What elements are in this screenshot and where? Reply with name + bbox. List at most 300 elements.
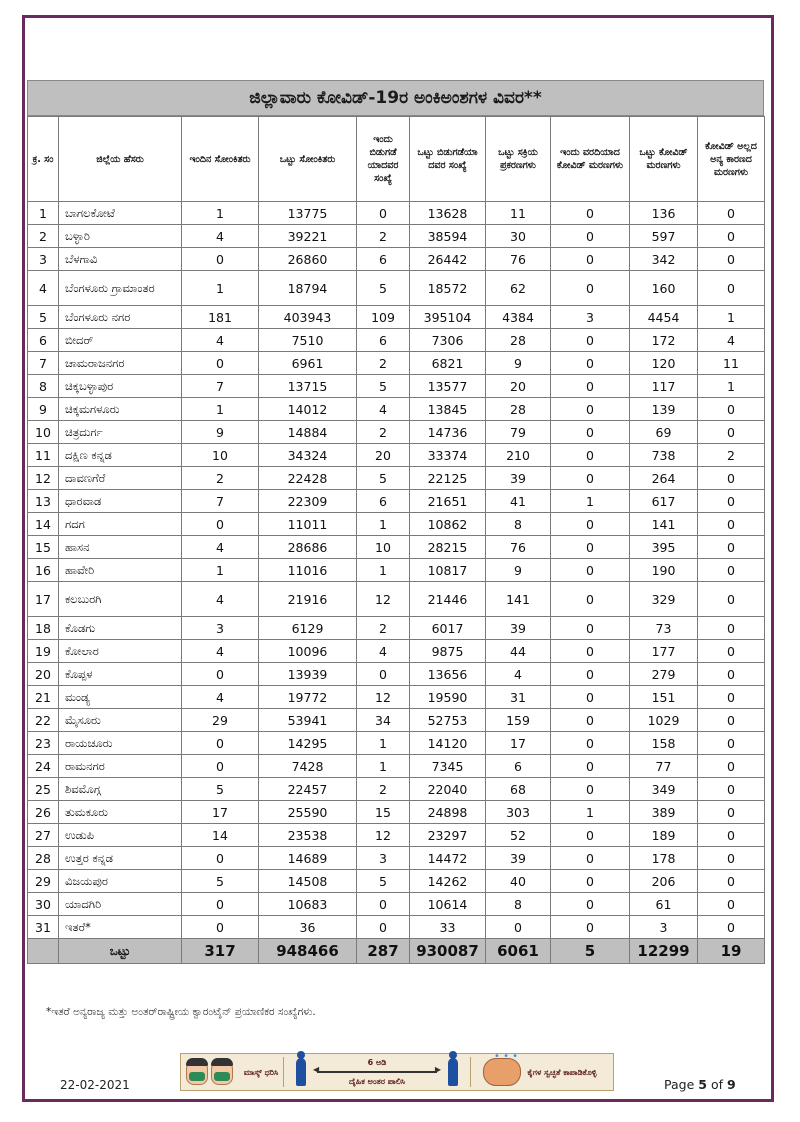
value-cell: 14120 bbox=[410, 732, 486, 755]
serial-cell: 22 bbox=[28, 709, 59, 732]
district-name-cell: ಉತ್ತರ ಕನ್ನಡ bbox=[59, 847, 182, 870]
value-cell: 2 bbox=[357, 421, 410, 444]
district-name-cell: ರಾಮನಗರ bbox=[59, 755, 182, 778]
page-number bbox=[664, 1077, 736, 1092]
serial-cell: 24 bbox=[28, 755, 59, 778]
value-cell: 1 bbox=[182, 559, 259, 582]
value-cell: 0 bbox=[551, 847, 630, 870]
value-cell: 13577 bbox=[410, 375, 486, 398]
value-cell: 79 bbox=[486, 421, 551, 444]
value-cell: 0 bbox=[551, 536, 630, 559]
value-cell: 8 bbox=[486, 893, 551, 916]
serial-cell: 25 bbox=[28, 778, 59, 801]
value-cell: 158 bbox=[630, 732, 698, 755]
value-cell: 141 bbox=[630, 513, 698, 536]
district-name-cell: ಗದಗ bbox=[59, 513, 182, 536]
value-cell: 4 bbox=[357, 398, 410, 421]
value-cell: 61 bbox=[630, 893, 698, 916]
value-cell: 597 bbox=[630, 225, 698, 248]
page-prefix: Page bbox=[664, 1077, 695, 1092]
total-value-cell: 317 bbox=[182, 939, 259, 964]
value-cell: 0 bbox=[698, 536, 765, 559]
serial-cell: 12 bbox=[28, 467, 59, 490]
value-cell: 40 bbox=[486, 870, 551, 893]
serial-cell: 7 bbox=[28, 352, 59, 375]
value-cell: 5 bbox=[357, 375, 410, 398]
district-name-cell: ಮೈಸೂರು bbox=[59, 709, 182, 732]
table-row bbox=[28, 490, 765, 513]
value-cell: 13775 bbox=[259, 202, 357, 225]
value-cell: 0 bbox=[551, 467, 630, 490]
table-row bbox=[28, 271, 765, 306]
value-cell: 0 bbox=[698, 225, 765, 248]
value-cell: 52753 bbox=[410, 709, 486, 732]
table-row bbox=[28, 202, 765, 225]
district-name-cell: ಬೆಂಗಳೂರು ಗ್ರಾಮಾಂತರ bbox=[59, 271, 182, 306]
table-row bbox=[28, 893, 765, 916]
district-name-cell: ಇತರೆ* bbox=[59, 916, 182, 939]
district-name-cell: ಚಿಕ್ಕಬಳ್ಳಾಪುರ bbox=[59, 375, 182, 398]
value-cell: 4384 bbox=[486, 306, 551, 329]
safety-banner bbox=[180, 1053, 614, 1091]
value-cell: 7 bbox=[182, 375, 259, 398]
serial-cell: 3 bbox=[28, 248, 59, 271]
hygiene-text: ಕೈಗಳ ಸ್ವಚ್ಛತೆ ಕಾಪಾಡಿಕೊಳ್ಳಿ bbox=[527, 1067, 597, 1077]
value-cell: 279 bbox=[630, 663, 698, 686]
value-cell: 0 bbox=[698, 513, 765, 536]
value-cell: 14884 bbox=[259, 421, 357, 444]
district-name-cell: ವಿಜಯಪುರ bbox=[59, 870, 182, 893]
value-cell: 6961 bbox=[259, 352, 357, 375]
table-row bbox=[28, 916, 765, 939]
total-row bbox=[28, 939, 765, 964]
value-cell: 4 bbox=[182, 329, 259, 352]
page-current: 5 bbox=[698, 1077, 707, 1092]
value-cell: 21916 bbox=[259, 582, 357, 617]
value-cell: 0 bbox=[698, 271, 765, 306]
table-row bbox=[28, 444, 765, 467]
value-cell: 26860 bbox=[259, 248, 357, 271]
table-row bbox=[28, 421, 765, 444]
table-row bbox=[28, 663, 765, 686]
value-cell: 329 bbox=[630, 582, 698, 617]
mask-segment bbox=[181, 1054, 283, 1090]
district-name-cell: ದಕ್ಷಿಣ ಕನ್ನಡ bbox=[59, 444, 182, 467]
value-cell: 0 bbox=[551, 640, 630, 663]
value-cell: 0 bbox=[551, 732, 630, 755]
value-cell: 738 bbox=[630, 444, 698, 467]
value-cell: 31 bbox=[486, 686, 551, 709]
value-cell: 1 bbox=[698, 375, 765, 398]
serial-cell: 11 bbox=[28, 444, 59, 467]
table-row bbox=[28, 824, 765, 847]
value-cell: 38594 bbox=[410, 225, 486, 248]
serial-cell: 31 bbox=[28, 916, 59, 939]
table-row bbox=[28, 870, 765, 893]
serial-cell: 14 bbox=[28, 513, 59, 536]
district-name-cell: ಹಾಸನ bbox=[59, 536, 182, 559]
value-cell: 5 bbox=[182, 778, 259, 801]
value-cell: 0 bbox=[698, 801, 765, 824]
table-row bbox=[28, 686, 765, 709]
value-cell: 0 bbox=[182, 248, 259, 271]
value-cell: 0 bbox=[698, 893, 765, 916]
value-cell: 0 bbox=[698, 490, 765, 513]
serial-cell: 6 bbox=[28, 329, 59, 352]
value-cell: 7510 bbox=[259, 329, 357, 352]
value-cell: 28 bbox=[486, 329, 551, 352]
value-cell: 4454 bbox=[630, 306, 698, 329]
value-cell: 9 bbox=[486, 559, 551, 582]
value-cell: 52 bbox=[486, 824, 551, 847]
value-cell: 117 bbox=[630, 375, 698, 398]
value-cell: 69 bbox=[630, 421, 698, 444]
value-cell: 10 bbox=[357, 536, 410, 559]
value-cell: 0 bbox=[551, 248, 630, 271]
value-cell: 28215 bbox=[410, 536, 486, 559]
district-name-cell: ಬಾಗಲಕೋಟೆ bbox=[59, 202, 182, 225]
value-cell: 6 bbox=[357, 248, 410, 271]
value-cell: 73 bbox=[630, 617, 698, 640]
value-cell: 14262 bbox=[410, 870, 486, 893]
value-cell: 15 bbox=[357, 801, 410, 824]
value-cell: 25590 bbox=[259, 801, 357, 824]
table-row bbox=[28, 352, 765, 375]
serial-cell: 27 bbox=[28, 824, 59, 847]
column-header: ಜಿಲ್ಲೆಯ ಹೆಸರು bbox=[59, 117, 182, 202]
column-header: ಕ್ರ. ಸಂ bbox=[28, 117, 59, 202]
district-name-cell: ಚಾಮರಾಜನಗರ bbox=[59, 352, 182, 375]
value-cell: 0 bbox=[551, 375, 630, 398]
value-cell: 7 bbox=[182, 490, 259, 513]
table-row bbox=[28, 778, 765, 801]
value-cell: 6129 bbox=[259, 617, 357, 640]
serial-cell: 8 bbox=[28, 375, 59, 398]
serial-cell: 4 bbox=[28, 271, 59, 306]
value-cell: 0 bbox=[698, 663, 765, 686]
value-cell: 3 bbox=[182, 617, 259, 640]
district-name-cell: ದಾವಣಗೆರೆ bbox=[59, 467, 182, 490]
value-cell: 68 bbox=[486, 778, 551, 801]
district-covid-table bbox=[27, 116, 765, 964]
value-cell: 29 bbox=[182, 709, 259, 732]
serial-cell: 23 bbox=[28, 732, 59, 755]
value-cell: 19590 bbox=[410, 686, 486, 709]
column-header: ಒಟ್ಟು ಬಿಡುಗಡೆಯಾ ದವರ ಸಂಖ್ಯೆ bbox=[410, 117, 486, 202]
value-cell: 22125 bbox=[410, 467, 486, 490]
total-value-cell: 287 bbox=[357, 939, 410, 964]
value-cell: 1029 bbox=[630, 709, 698, 732]
district-name-cell: ಕೊಪ್ಪಳ bbox=[59, 663, 182, 686]
serial-cell: 19 bbox=[28, 640, 59, 663]
value-cell: 395 bbox=[630, 536, 698, 559]
value-cell: 5 bbox=[357, 870, 410, 893]
value-cell: 39 bbox=[486, 617, 551, 640]
value-cell: 13715 bbox=[259, 375, 357, 398]
value-cell: 0 bbox=[698, 582, 765, 617]
value-cell: 4 bbox=[182, 225, 259, 248]
value-cell: 22309 bbox=[259, 490, 357, 513]
value-cell: 303 bbox=[486, 801, 551, 824]
value-cell: 17 bbox=[486, 732, 551, 755]
value-cell: 6 bbox=[357, 329, 410, 352]
district-name-cell: ಮಂಡ್ಯ bbox=[59, 686, 182, 709]
value-cell: 0 bbox=[698, 248, 765, 271]
value-cell: 0 bbox=[551, 444, 630, 467]
value-cell: 0 bbox=[698, 559, 765, 582]
value-cell: 0 bbox=[182, 513, 259, 536]
mask-text: ಮಾಸ್ಕ್ ಧರಿಸಿ bbox=[243, 1067, 279, 1077]
value-cell: 0 bbox=[182, 847, 259, 870]
value-cell: 0 bbox=[551, 755, 630, 778]
value-cell: 2 bbox=[182, 467, 259, 490]
value-cell: 39221 bbox=[259, 225, 357, 248]
value-cell: 20 bbox=[357, 444, 410, 467]
table-row bbox=[28, 755, 765, 778]
value-cell: 349 bbox=[630, 778, 698, 801]
value-cell: 0 bbox=[551, 513, 630, 536]
value-cell: 0 bbox=[551, 778, 630, 801]
table-row bbox=[28, 248, 765, 271]
value-cell: 34324 bbox=[259, 444, 357, 467]
value-cell: 36 bbox=[259, 916, 357, 939]
district-name-cell: ಉಡುಪಿ bbox=[59, 824, 182, 847]
value-cell: 62 bbox=[486, 271, 551, 306]
value-cell: 76 bbox=[486, 248, 551, 271]
value-cell: 33374 bbox=[410, 444, 486, 467]
value-cell: 22428 bbox=[259, 467, 357, 490]
value-cell: 9 bbox=[182, 421, 259, 444]
value-cell: 181 bbox=[182, 306, 259, 329]
value-cell: 0 bbox=[551, 686, 630, 709]
district-name-cell: ಬೆಂಗಳೂರು ನಗರ bbox=[59, 306, 182, 329]
value-cell: 13845 bbox=[410, 398, 486, 421]
value-cell: 0 bbox=[357, 202, 410, 225]
value-cell: 0 bbox=[698, 617, 765, 640]
table-title: ಜಿಲ್ಲಾವಾರು ಕೋವಿಡ್-19ರ ಅಂಕಿಅಂಶಗಳ ವಿವರ** bbox=[27, 80, 764, 116]
value-cell: 14295 bbox=[259, 732, 357, 755]
value-cell: 21651 bbox=[410, 490, 486, 513]
footnote: *ಇತರೆ ಅನ್ಯರಾಜ್ಯ ಮತ್ತು ಅಂತರ್‌ರಾಷ್ಟ್ರೀಯ ಕ್ವಾರಂಟೈನ್ ಪ್ರಯಾಣಿಕರ ಸಂಖ್ಯೆಗಳು. bbox=[46, 1006, 316, 1018]
value-cell: 0 bbox=[551, 582, 630, 617]
report-date: 22-02-2021 bbox=[60, 1078, 130, 1092]
value-cell: 389 bbox=[630, 801, 698, 824]
value-cell: 0 bbox=[551, 329, 630, 352]
column-header: ಇಂದು ಬಿಡುಗಡೆ ಯಾದವರ ಸಂಖ್ಯೆ bbox=[357, 117, 410, 202]
table-row bbox=[28, 732, 765, 755]
value-cell: 14 bbox=[182, 824, 259, 847]
serial-cell: 10 bbox=[28, 421, 59, 444]
value-cell: 26442 bbox=[410, 248, 486, 271]
value-cell: 0 bbox=[551, 202, 630, 225]
value-cell: 28686 bbox=[259, 536, 357, 559]
value-cell: 0 bbox=[698, 398, 765, 421]
district-name-cell: ಶಿವಮೊಗ್ಗ bbox=[59, 778, 182, 801]
value-cell: 44 bbox=[486, 640, 551, 663]
column-header: ಇಂದಿನ ಸೋಂಕಿತರು bbox=[182, 117, 259, 202]
value-cell: 53941 bbox=[259, 709, 357, 732]
serial-cell: 15 bbox=[28, 536, 59, 559]
value-cell: 10817 bbox=[410, 559, 486, 582]
value-cell: 403943 bbox=[259, 306, 357, 329]
value-cell: 151 bbox=[630, 686, 698, 709]
total-value-cell: 5 bbox=[551, 939, 630, 964]
value-cell: 210 bbox=[486, 444, 551, 467]
value-cell: 14736 bbox=[410, 421, 486, 444]
table-row bbox=[28, 847, 765, 870]
table-row bbox=[28, 467, 765, 490]
column-header: ಒಟ್ಟು ಕೋವಿಡ್ ಮರಣಗಳು bbox=[630, 117, 698, 202]
value-cell: 0 bbox=[182, 755, 259, 778]
value-cell: 6017 bbox=[410, 617, 486, 640]
value-cell: 0 bbox=[182, 916, 259, 939]
table-row bbox=[28, 329, 765, 352]
value-cell: 0 bbox=[698, 916, 765, 939]
value-cell: 76 bbox=[486, 536, 551, 559]
value-cell: 1 bbox=[357, 755, 410, 778]
district-name-cell: ಚಿಕ್ಕಮಗಳೂರು bbox=[59, 398, 182, 421]
value-cell: 7345 bbox=[410, 755, 486, 778]
table-row bbox=[28, 306, 765, 329]
district-name-cell: ಕೋಲಾರ bbox=[59, 640, 182, 663]
value-cell: 0 bbox=[698, 202, 765, 225]
value-cell: 1 bbox=[698, 306, 765, 329]
page-total: 9 bbox=[726, 1077, 736, 1092]
value-cell: 10096 bbox=[259, 640, 357, 663]
value-cell: 6 bbox=[357, 490, 410, 513]
value-cell: 2 bbox=[357, 778, 410, 801]
page-of: of bbox=[710, 1077, 723, 1092]
value-cell: 159 bbox=[486, 709, 551, 732]
value-cell: 11 bbox=[486, 202, 551, 225]
serial-cell: 18 bbox=[28, 617, 59, 640]
value-cell: 10614 bbox=[410, 893, 486, 916]
value-cell: 0 bbox=[698, 824, 765, 847]
value-cell: 0 bbox=[551, 916, 630, 939]
value-cell: 12 bbox=[357, 582, 410, 617]
value-cell: 0 bbox=[551, 421, 630, 444]
value-cell: 5 bbox=[357, 467, 410, 490]
table-body bbox=[28, 202, 765, 964]
value-cell: 0 bbox=[551, 824, 630, 847]
value-cell: 2 bbox=[698, 444, 765, 467]
value-cell: 14689 bbox=[259, 847, 357, 870]
district-name-cell: ಹಾವೇರಿ bbox=[59, 559, 182, 582]
table-row bbox=[28, 513, 765, 536]
value-cell: 617 bbox=[630, 490, 698, 513]
column-header: ಒಟ್ಟು ಸಕ್ರಿಯ ಪ್ರಕರಣಗಳು bbox=[486, 117, 551, 202]
value-cell: 24898 bbox=[410, 801, 486, 824]
value-cell: 1 bbox=[551, 490, 630, 513]
column-header: ಇಂದು ವರದಿಯಾದ ಕೋವಿಡ್ ಮರಣಗಳು bbox=[551, 117, 630, 202]
washing-hands-icon: • • • bbox=[483, 1058, 521, 1086]
value-cell: 0 bbox=[551, 893, 630, 916]
value-cell: 3 bbox=[551, 306, 630, 329]
table-row bbox=[28, 559, 765, 582]
value-cell: 0 bbox=[698, 467, 765, 490]
value-cell: 0 bbox=[551, 352, 630, 375]
serial-cell: 16 bbox=[28, 559, 59, 582]
value-cell: 5 bbox=[182, 870, 259, 893]
value-cell: 13656 bbox=[410, 663, 486, 686]
value-cell: 0 bbox=[698, 421, 765, 444]
value-cell: 172 bbox=[630, 329, 698, 352]
value-cell: 13939 bbox=[259, 663, 357, 686]
value-cell: 3 bbox=[357, 847, 410, 870]
district-name-cell: ಚಿತ್ರದುರ್ಗ bbox=[59, 421, 182, 444]
value-cell: 0 bbox=[551, 559, 630, 582]
value-cell: 4 bbox=[698, 329, 765, 352]
value-cell: 4 bbox=[182, 582, 259, 617]
table-row bbox=[28, 582, 765, 617]
value-cell: 120 bbox=[630, 352, 698, 375]
value-cell: 0 bbox=[551, 225, 630, 248]
value-cell: 4 bbox=[182, 536, 259, 559]
masked-face-icon bbox=[186, 1059, 208, 1085]
value-cell: 30 bbox=[486, 225, 551, 248]
table-row bbox=[28, 617, 765, 640]
value-cell: 1 bbox=[357, 732, 410, 755]
value-cell: 2 bbox=[357, 617, 410, 640]
masked-face-icon bbox=[211, 1059, 233, 1085]
district-name-cell: ಯಾದಗಿರಿ bbox=[59, 893, 182, 916]
value-cell: 1 bbox=[182, 271, 259, 306]
header-row bbox=[28, 117, 765, 202]
serial-cell: 30 bbox=[28, 893, 59, 916]
value-cell: 395104 bbox=[410, 306, 486, 329]
value-cell: 0 bbox=[182, 352, 259, 375]
table-row bbox=[28, 225, 765, 248]
column-header: ಒಟ್ಟು ಸೋಂಕಿತರು bbox=[259, 117, 357, 202]
value-cell: 4 bbox=[182, 640, 259, 663]
value-cell: 0 bbox=[698, 870, 765, 893]
value-cell: 0 bbox=[551, 870, 630, 893]
value-cell: 39 bbox=[486, 467, 551, 490]
value-cell: 39 bbox=[486, 847, 551, 870]
value-cell: 8 bbox=[486, 513, 551, 536]
value-cell: 1 bbox=[551, 801, 630, 824]
total-value-cell: 948466 bbox=[259, 939, 357, 964]
value-cell: 0 bbox=[486, 916, 551, 939]
value-cell: 41 bbox=[486, 490, 551, 513]
value-cell: 0 bbox=[698, 640, 765, 663]
value-cell: 33 bbox=[410, 916, 486, 939]
value-cell: 6821 bbox=[410, 352, 486, 375]
value-cell: 23538 bbox=[259, 824, 357, 847]
value-cell: 177 bbox=[630, 640, 698, 663]
table-row bbox=[28, 709, 765, 732]
value-cell: 9875 bbox=[410, 640, 486, 663]
value-cell: 10683 bbox=[259, 893, 357, 916]
district-name-cell: ಕಲಬುರಗಿ bbox=[59, 582, 182, 617]
value-cell: 0 bbox=[182, 732, 259, 755]
value-cell: 0 bbox=[698, 847, 765, 870]
distance-arrow bbox=[312, 1057, 442, 1087]
value-cell: 0 bbox=[551, 398, 630, 421]
value-cell: 190 bbox=[630, 559, 698, 582]
value-cell: 1 bbox=[357, 513, 410, 536]
serial-cell: 13 bbox=[28, 490, 59, 513]
value-cell: 0 bbox=[182, 893, 259, 916]
double-arrow-icon bbox=[317, 1071, 437, 1073]
value-cell: 77 bbox=[630, 755, 698, 778]
value-cell: 139 bbox=[630, 398, 698, 421]
district-name-cell: ಬೀದರ್ bbox=[59, 329, 182, 352]
distance-top-text: 6 ಅಡಿ bbox=[367, 1058, 387, 1067]
total-value-cell: 930087 bbox=[410, 939, 486, 964]
value-cell: 11011 bbox=[259, 513, 357, 536]
serial-cell: 2 bbox=[28, 225, 59, 248]
